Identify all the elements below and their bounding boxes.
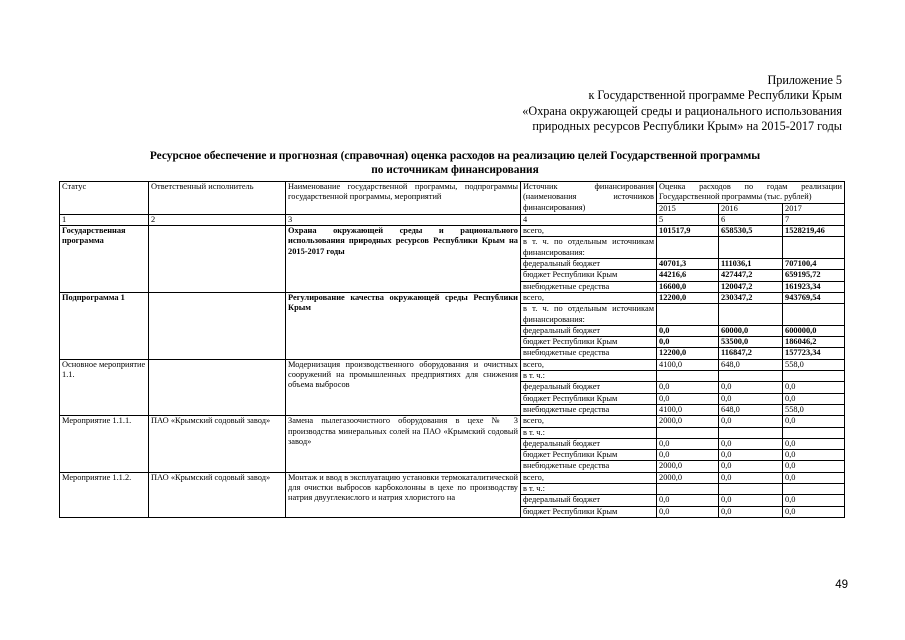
value-cell: 0,0 [783,461,845,472]
value-cell: 0,0 [719,495,783,506]
row-status: Государственная программа [60,226,149,293]
value-cell [657,427,719,438]
value-cell: 659195,72 [783,270,845,281]
value-cell: 0,0 [783,416,845,427]
source-label: внебюджетные средства [521,461,657,472]
value-cell: 4100,0 [657,359,719,370]
header-name: Наименование государственной программы, подпрограммы государственной программы, мероприятий [286,182,521,215]
value-cell: 111036,1 [719,259,783,270]
col-number: 6 [719,214,783,225]
value-cell: 44216,6 [657,270,719,281]
value-cell [657,484,719,495]
header-executor: Ответственный исполнитель [149,182,286,215]
value-cell: 186046,2 [783,337,845,348]
value-cell: 40701,3 [657,259,719,270]
value-cell: 0,0 [783,438,845,449]
col-number: 4 [521,214,657,225]
row-executor [149,359,286,415]
value-cell: 12200,0 [657,292,719,303]
source-label: федеральный бюджет [521,438,657,449]
value-cell [719,304,783,326]
appendix-line: Приложение 5 [767,73,842,87]
value-cell: 658530,5 [719,226,783,237]
value-cell: 0,0 [783,382,845,393]
value-cell: 4100,0 [657,404,719,415]
value-cell: 0,0 [657,382,719,393]
value-cell: 0,0 [719,506,783,517]
value-cell: 12200,0 [657,348,719,359]
value-cell: 2000,0 [657,416,719,427]
source-label: в т. ч. по отдельным источникам финансирования: [521,304,657,326]
row-executor: ПАО «Крымский содовый завод» [149,416,286,472]
value-cell: 648,0 [719,404,783,415]
row-program-name: Охрана окружающей среды и рационального использования природных ресурсов Республики Крым на 2015-2017 годы [286,226,521,293]
value-cell [657,304,719,326]
row-program-name: Модернизация производственного оборудования и очистных сооружений на промышленных предприятиях для снижения объема выбросов [286,359,521,415]
appendix-header [522,73,842,134]
value-cell: 0,0 [719,393,783,404]
source-label: в т. ч. по отдельным источникам финансирования: [521,237,657,259]
source-label: бюджет Республики Крым [521,337,657,348]
page-number: 49 [835,579,848,591]
value-cell: 943769,54 [783,292,845,303]
value-cell: 0,0 [657,506,719,517]
source-label: в т. ч.: [521,484,657,495]
row-executor: ПАО «Крымский содовый завод» [149,472,286,517]
source-label: в т. ч.: [521,427,657,438]
value-cell: 161923,34 [783,281,845,292]
value-cell: 1528219,46 [783,226,845,237]
value-cell: 0,0 [783,450,845,461]
value-cell: 0,0 [783,472,845,483]
appendix-line: природных ресурсов Республики Крым» на 2015-2017 годы [532,118,842,133]
value-cell: 558,0 [783,359,845,370]
value-cell: 0,0 [657,393,719,404]
source-label: федеральный бюджет [521,382,657,393]
col-number: 2 [149,214,286,225]
title-line: по источникам финансирования [371,163,539,176]
col-number: 5 [657,214,719,225]
table-row [60,226,845,237]
value-cell: 707100,4 [783,259,845,270]
value-cell [719,371,783,382]
value-cell: 16600,0 [657,281,719,292]
value-cell: 2000,0 [657,461,719,472]
row-executor [149,226,286,293]
value-cell [657,237,719,259]
header-year: 2017 [783,203,845,214]
value-cell: 648,0 [719,359,783,370]
source-label: внебюджетные средства [521,281,657,292]
value-cell: 0,0 [719,438,783,449]
value-cell [719,237,783,259]
table-row [60,416,845,427]
value-cell: 427447,2 [719,270,783,281]
table-row [60,359,845,370]
value-cell: 157723,34 [783,348,845,359]
appendix-line: к Государственной программе Республики Крым [588,88,842,103]
value-cell: 0,0 [719,472,783,483]
source-label: всего, [521,359,657,370]
header-status: Статус [60,182,149,215]
table-row [60,292,845,303]
row-executor [149,292,286,359]
value-cell: 116847,2 [719,348,783,359]
value-cell: 2000,0 [657,472,719,483]
row-status: Основное мероприятие 1.1. [60,359,149,415]
row-program-name: Монтаж и ввод в эксплуатацию установки термокаталитической для очистки выбросов карбоколонны в цехе по производству натрия двууглекислого и натрия хлористого на [286,472,521,517]
value-cell: 0,0 [719,382,783,393]
col-number: 3 [286,214,521,225]
source-label: всего, [521,226,657,237]
source-label: внебюджетные средства [521,404,657,415]
value-cell [719,484,783,495]
col-number: 1 [60,214,149,225]
value-cell [657,371,719,382]
source-label: в т. ч.: [521,371,657,382]
value-cell: 0,0 [657,450,719,461]
value-cell: 60000,0 [719,325,783,336]
document-title [60,150,850,177]
value-cell [783,371,845,382]
value-cell: 101517,9 [657,226,719,237]
value-cell: 0,0 [657,438,719,449]
table-row [60,472,845,483]
value-cell: 558,0 [783,404,845,415]
value-cell [783,427,845,438]
value-cell: 0,0 [719,416,783,427]
value-cell: 0,0 [657,325,719,336]
value-cell: 600000,0 [783,325,845,336]
source-label: всего, [521,292,657,303]
header-year: 2015 [657,203,719,214]
row-program-name: Замена пылегазоочистного оборудования в цехе № 3 производства минеральных солей на ПАО «Крымский содовый завод» [286,416,521,472]
value-cell: 0,0 [657,495,719,506]
row-status: Подпрограмма 1 [60,292,149,359]
row-program-name: Регулирование качества окружающей среды Республики Крым [286,292,521,359]
source-label: бюджет Республики Крым [521,270,657,281]
source-label: бюджет Республики Крым [521,393,657,404]
value-cell: 0,0 [783,495,845,506]
appendix-line: «Охрана окружающей среды и рационального использования [522,103,842,118]
value-cell: 0,0 [783,393,845,404]
header-year: 2016 [719,203,783,214]
value-cell: 120047,2 [719,281,783,292]
title-line: Ресурсное обеспечение и прогнозная (справочная) оценка расходов на реализацию целей Государственной программы [149,150,761,162]
source-label: бюджет Республики Крым [521,506,657,517]
value-cell: 0,0 [783,506,845,517]
source-label: всего, [521,472,657,483]
value-cell: 0,0 [719,461,783,472]
value-cell [719,427,783,438]
value-cell [783,484,845,495]
value-cell [783,237,845,259]
source-label: бюджет Республики Крым [521,450,657,461]
value-cell [783,304,845,326]
col-number: 7 [783,214,845,225]
column-numbers-row [60,214,845,225]
value-cell: 230347,2 [719,292,783,303]
value-cell: 0,0 [657,337,719,348]
row-status: Мероприятие 1.1.1. [60,416,149,472]
header-estimate: Оценка расходов по годам реализации Государственной программы (тыс. рублей) [657,182,845,204]
value-cell: 0,0 [719,450,783,461]
source-label: федеральный бюджет [521,495,657,506]
row-status: Мероприятие 1.1.2. [60,472,149,517]
source-label: всего, [521,416,657,427]
value-cell: 53500,0 [719,337,783,348]
source-label: внебюджетные средства [521,348,657,359]
financing-table [59,181,845,518]
source-label: федеральный бюджет [521,259,657,270]
header-source: Источник финансирования (наименования источников финансирования) [521,182,657,215]
source-label: федеральный бюджет [521,325,657,336]
